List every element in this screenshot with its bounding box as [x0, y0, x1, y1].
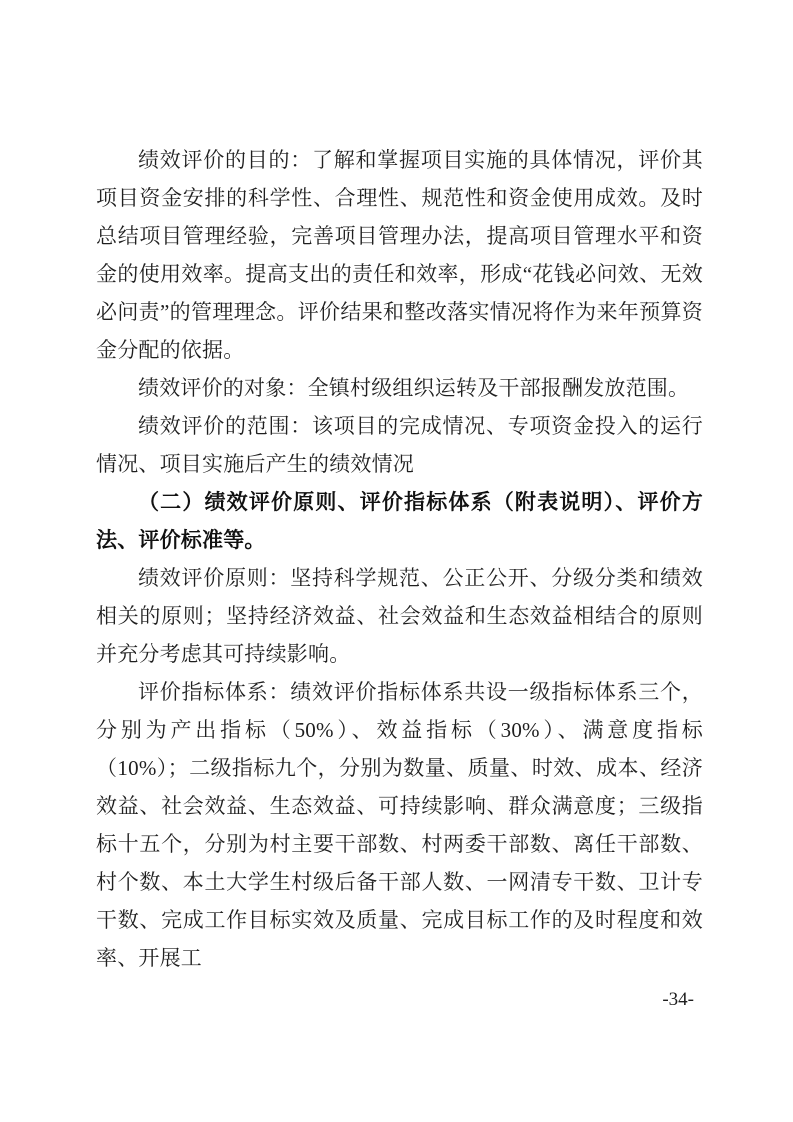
page-number: -34- [662, 989, 694, 1010]
paragraph-evaluation-principles: 绩效评价原则：坚持科学规范、公正公开、分级分类和绩效相关的原则；坚持经济效益、社会效益和生态效益相结合的原则并充分考虑其可持续影响。 [96, 566, 703, 666]
paragraph-evaluation-purpose: 绩效评价的目的：了解和掌握项目实施的具体情况，评价其项目资金安排的科学性、合理性、规范性和资金使用成效。及时总结项目管理经验，完善项目管理办法，提高项目管理水平和资金的使用效率。提高支出的责任和效率，形成“花钱必问效、无效必问责”的管理理念。评价结果和整改落实情况将作为来年预算资金分配的依据。 [96, 148, 703, 362]
paragraph-evaluation-object: 绩效评价的对象：全镇村级组织运转及干部报酬发放范围。 [138, 376, 690, 400]
section-heading: （二）绩效评价原则、评价指标体系（附表说明）、评价方法、评价标准等。 [96, 490, 703, 552]
paragraph-indicator-system: 评价指标体系：绩效评价指标体系共设一级指标体系三个，分别为产出指标（50%）、效益指标（30%）、满意度指标（10%）；二级指标九个，分别为数量、质量、时效、成本、经济效益、社会效益、生态效益、可持续影响、群众满意度；三级指标十五个，分别为村主要干部数、村两委干部数、离任干部数、村个数、本土大学生村级后备干部人数、一网清专干数、卫计专干数、完成工作目标实效及质量、完成目标工作的及时程度和效率、开展工 [96, 680, 703, 970]
paragraph-evaluation-scope: 绩效评价的范围：该项目的完成情况、专项资金投入的运行情况、项目实施后产生的绩效情况 [96, 414, 703, 476]
document-body [96, 141, 703, 977]
